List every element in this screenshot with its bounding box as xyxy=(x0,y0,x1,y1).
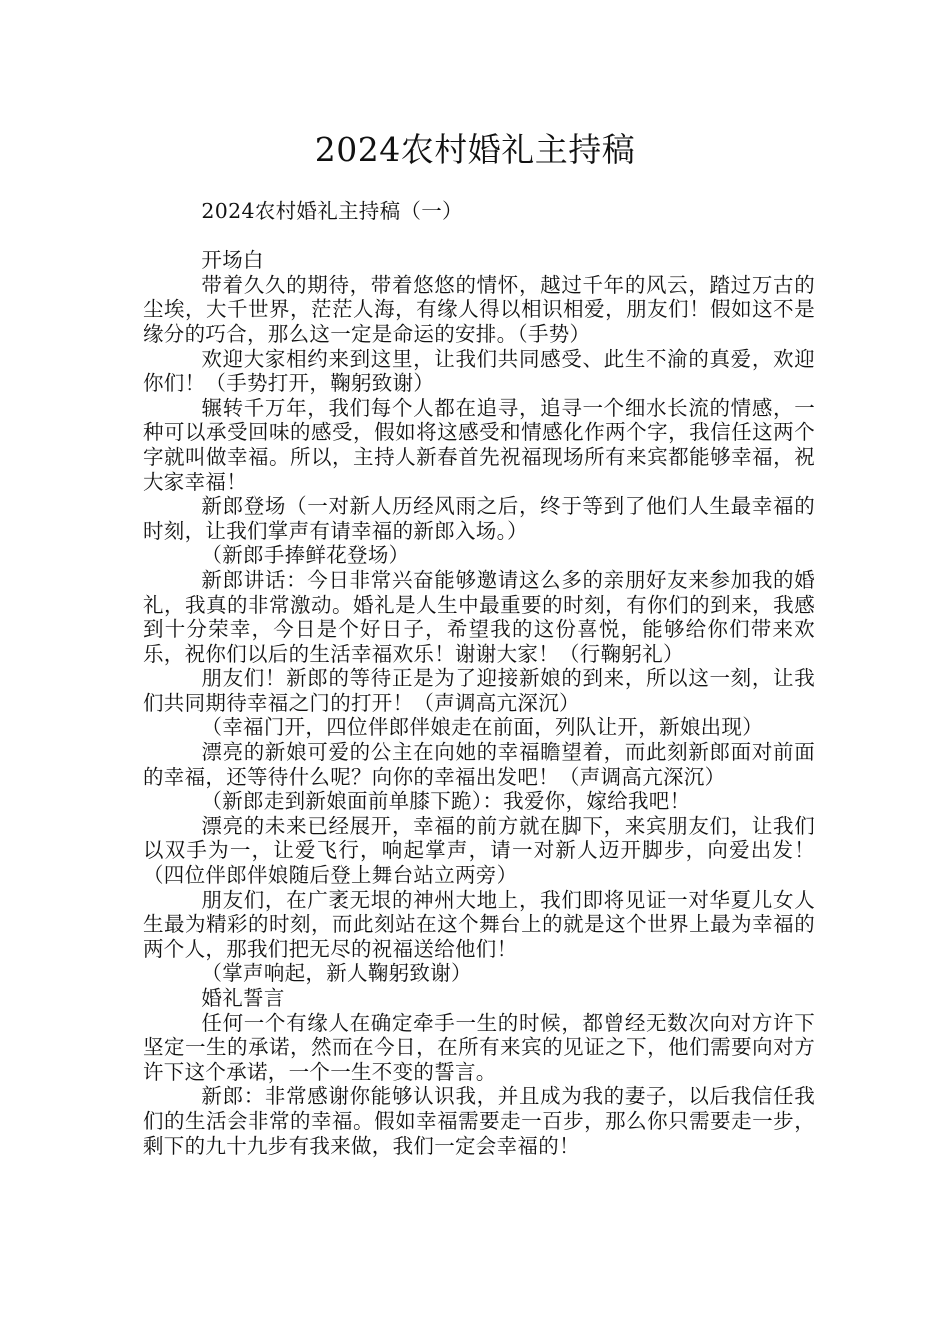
paragraph: （新郎走到新娘面前单膝下跪）：我爱你，嫁给我吧！ xyxy=(201,789,691,814)
paragraph: 朋友们，在广袤无垠的神州大地上，我们即将见证一对华夏儿女人生最为精彩的时刻，而此刻站在这个舞台上的就是这个世界上最为幸福的两个人，那我们把无尽的祝福送给他们！ xyxy=(143,887,815,961)
paragraph: 漂亮的新娘可爱的公主在向她的幸福瞻望着，而此刻新郎面对前面的幸福，还等待什么呢？向你的幸福出发吧！（声调高亢深沉） xyxy=(143,740,815,789)
section-heading-opening: 开场白 xyxy=(201,248,264,273)
paragraph: 漂亮的未来已经展开，幸福的前方就在脚下，来宾朋友们，让我们以双手为一，让爱飞行，响起掌声，请一对新人迈开脚步，向爱出发！（四位伴郎伴娘随后登上舞台站立两旁） xyxy=(143,813,815,888)
paragraph: 任何一个有缘人在确定牵手一生的时候，都曾经无数次向对方许下坚定一生的承诺，然而在今日，在所有来宾的见证之下，他们需要向对方许下这个承诺，一个一生不变的誓言。 xyxy=(143,1010,815,1084)
paragraph: 带着久久的期待，带着悠悠的情怀，越过千年的风云，踏过万古的尘埃，大千世界，茫茫人海，有缘人得以相识相爱，朋友们！假如这不是缘分的巧合，那么这一定是命运的安排。（手势） xyxy=(143,272,815,346)
document-title: 2024农村婚礼主持稿 xyxy=(314,130,636,169)
paragraph: 欢迎大家相约来到这里，让我们共同感受、此生不渝的真爱，欢迎你们！（手势打开，鞠躬致谢） xyxy=(143,346,815,396)
paragraph: 辗转千万年，我们每个人都在追寻，追寻一个细水长流的情感，一种可以承受回味的感受，假如将这感受和情感化作两个字，我信任这两个字就叫做幸福。所以，主持人新春首先祝福现场所有来宾都能够幸福，祝大家幸福！ xyxy=(143,395,815,494)
section-heading-vows: 婚礼誓言 xyxy=(201,986,285,1010)
paragraph: （新郎手捧鲜花登场） xyxy=(201,543,410,568)
document-subtitle: 2024农村婚礼主持稿（一） xyxy=(201,199,463,223)
paragraph: 新郎讲话：今日非常兴奋能够邀请这么多的亲朋好友来参加我的婚礼，我真的非常激动。婚礼是人生中最重要的时刻，有你们的到来，我感到十分荣幸，今日是个好日子，希望我的这份喜悦，能够给你们带来欢乐，祝你们以后的生活幸福欢乐！谢谢大家！（行鞠躬礼） xyxy=(143,567,815,666)
paragraph: 新郎登场（一对新人历经风雨之后，终于等到了他们人生最幸福的时刻，让我们掌声有请幸福的新郎入场。） xyxy=(143,494,815,543)
paragraph: （幸福门开，四位伴郎伴娘走在前面，列队让开，新娘出现） xyxy=(201,715,764,740)
paragraph: 朋友们！新郎的等待正是为了迎接新娘的到来，所以这一刻，让我们共同期待幸福之门的打开！（声调高亢深沉） xyxy=(143,666,815,715)
paragraph: 新郎：非常感谢你能够认识我，并且成为我的妻子，以后我信任我们的生活会非常的幸福。假如幸福需要走一百步，那么你只需要走一步，剩下的九十九步有我来做，我们一定会幸福的！ xyxy=(143,1084,815,1158)
paragraph: （掌声响起，新人鞠躬致谢） xyxy=(201,961,472,986)
document-body xyxy=(143,199,815,1158)
